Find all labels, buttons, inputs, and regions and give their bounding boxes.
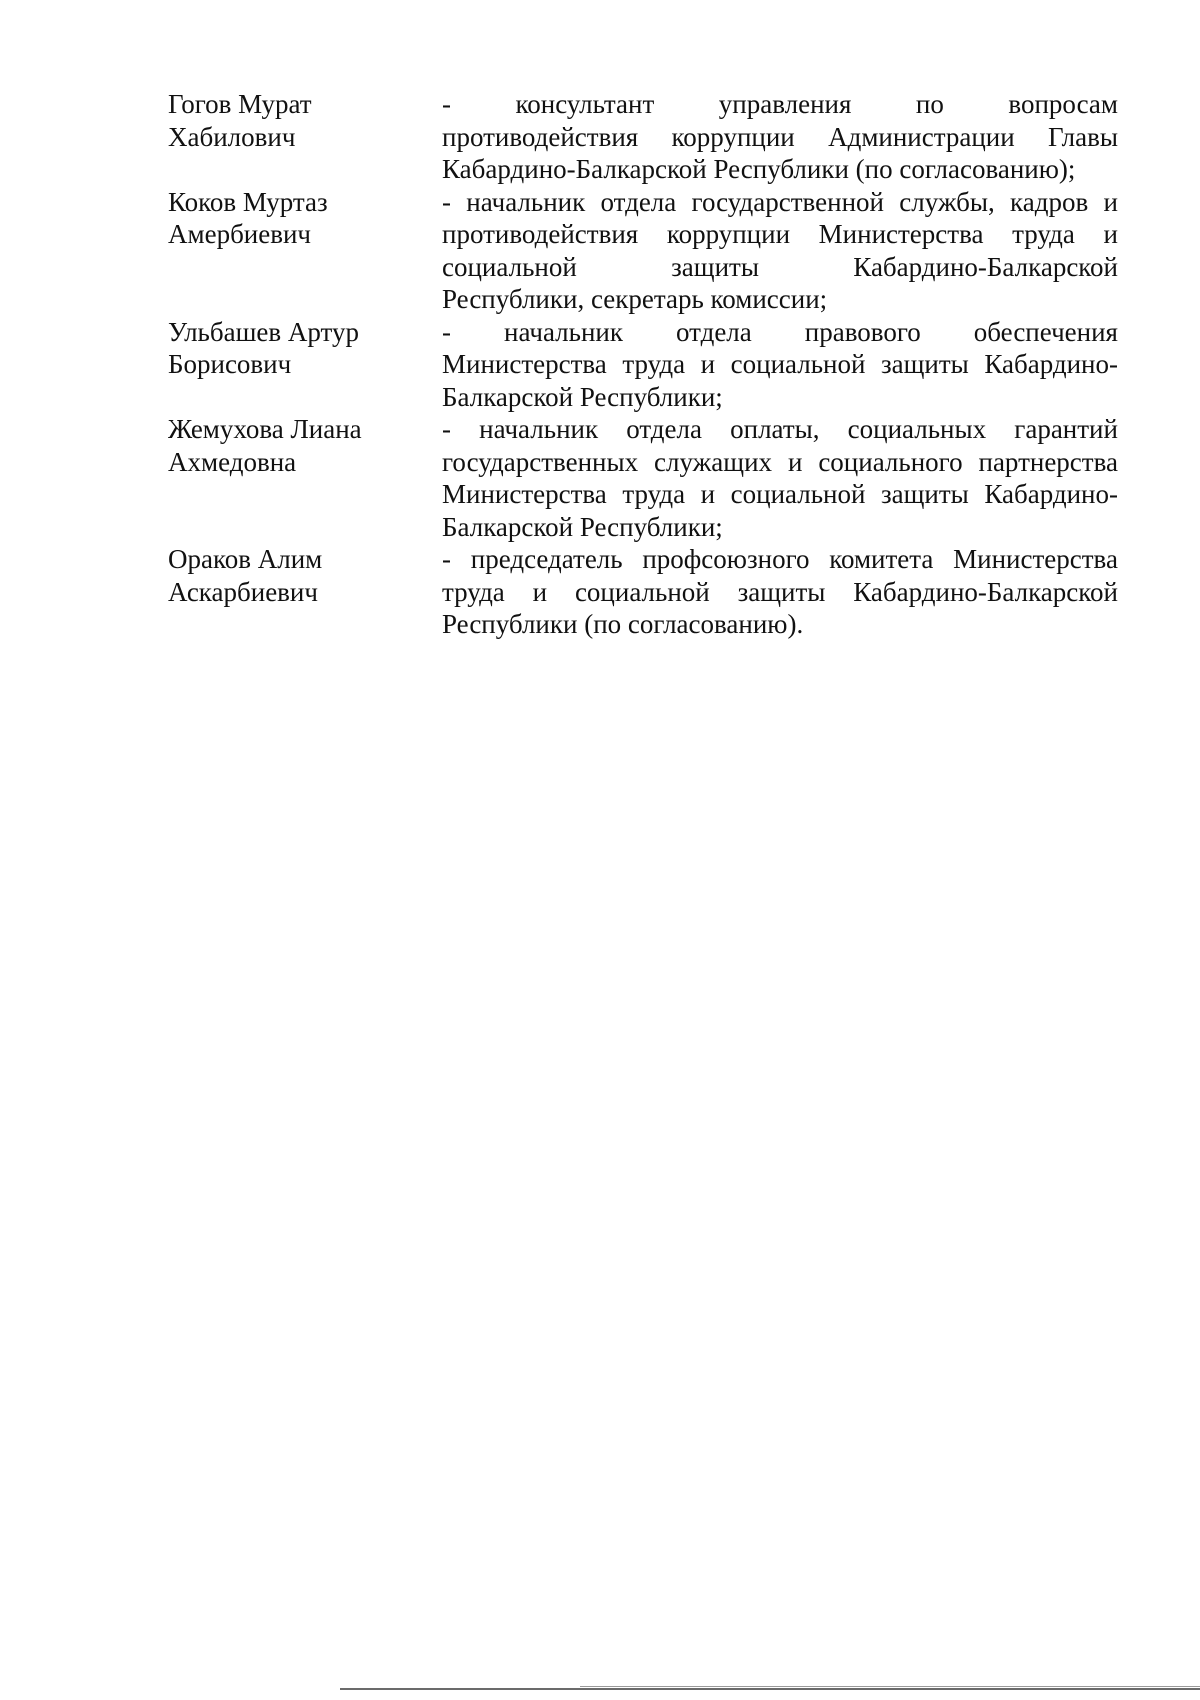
position-line [442,446,1118,479]
member-name-line: Амербиевич [168,219,312,249]
position-word: оплаты, [730,414,820,444]
position-word: противодействия [442,121,639,152]
position-word: социальной [574,576,710,607]
member-name [168,413,442,478]
position-word: коррупции [666,219,791,249]
position-line: Республики, секретарь комиссии; [442,284,828,314]
position-word: и [700,349,716,379]
position-line [442,348,1118,381]
position-line [442,576,1118,609]
position-line [442,413,1118,446]
position-word: труда [622,349,686,379]
position-word: Министерства [442,479,607,509]
position-word: партнерства [978,446,1118,477]
position-word: социальной [730,349,866,379]
position-word: кадров [1010,186,1089,217]
footer-scan-line-faint [580,1686,1200,1687]
position-word: социального [818,446,963,477]
position-word: начальник [466,186,586,217]
member-name-line: Хабилович [168,121,296,152]
member-name-line: Жемухова Лиана [168,414,362,444]
position-word: Кабардино-Балкарской [853,251,1118,282]
position-word: службы, [899,186,995,217]
position-word: коррупции [671,121,795,152]
position-word: - [442,544,451,574]
position-word: консультант [515,89,655,119]
position-word: государственной [691,186,884,217]
footer-scan-line [340,1688,1200,1690]
position-line [442,88,1118,121]
position-word: гарантий [1014,414,1118,444]
member-name-line: Борисович [168,349,292,379]
position-word: труда [622,479,686,509]
position-line: Кабардино-Балкарской Республики (по согласованию); [442,154,1076,184]
position-line: Балкарской Республики; [442,511,723,542]
position-word: начальник [504,316,623,347]
member-name [168,186,442,251]
position-line [442,121,1118,154]
position-word: комитета [829,544,934,574]
position-word: правового [804,316,921,347]
position-line: Республики (по согласованию). [442,609,804,639]
position-word: начальник [479,414,599,444]
commission-members-list [168,88,1118,641]
member-name-line: Ораков Алим [168,544,323,574]
member-row-gogov [168,88,1118,186]
position-word: Министерства [818,219,984,249]
position-word: социальной [442,251,577,282]
position-line [442,478,1118,511]
position-word: Министерства [953,544,1118,574]
position-word: защиты [671,251,759,282]
position-line [442,543,1118,576]
position-word: Министерства [442,349,607,379]
position-word: социальной [730,479,866,509]
position-word: по [915,89,944,119]
position-word: Главы [1048,121,1118,152]
position-word: Кабардино- [984,349,1118,379]
position-word: обеспечения [973,316,1118,347]
position-word: Кабардино-Балкарской [853,576,1118,607]
member-row-orakov [168,543,1118,641]
member-name [168,88,442,153]
member-row-kokov [168,186,1118,316]
position-word: Администрации [828,121,1015,152]
position-line [442,186,1118,219]
member-name-line: Гогов Мурат [168,89,312,119]
position-word: и [1103,219,1118,249]
position-word: Кабардино- [984,479,1118,509]
position-word: профсоюзного [642,544,810,574]
position-word: отдела [600,186,677,217]
member-position [442,543,1118,641]
member-name-line: Ульбашев Артур [168,316,359,347]
member-position [442,316,1118,414]
position-word: государственных [442,446,639,477]
position-word: председатель [470,544,623,574]
position-word: защиты [880,479,969,509]
position-word: и [787,446,803,477]
member-row-zhemukhova [168,413,1118,543]
position-line: Балкарской Республики; [442,381,723,412]
position-word: отдела [676,316,752,347]
position-word: и [1103,186,1118,217]
position-word: защиты [880,349,969,379]
position-word: труда [1012,219,1075,249]
member-name [168,316,442,381]
position-word: отдела [626,414,702,444]
position-line [442,251,1118,284]
position-word: вопросам [1008,89,1118,119]
position-word: труда [442,576,505,607]
member-position [442,88,1118,186]
member-name-line: Коков Муртаз [168,186,328,217]
position-word: социальных [847,414,987,444]
position-word: защиты [737,576,826,607]
member-row-ulbashev [168,316,1118,414]
member-position [442,186,1118,316]
member-name [168,543,442,608]
position-word: - [442,414,451,444]
position-word: - [442,316,451,347]
position-word: - [442,186,451,217]
member-name-line: Ахмедовна [168,446,297,477]
position-word: служащих [654,446,773,477]
position-word: и [532,576,548,607]
position-word: противодействия [442,219,639,249]
position-word: управления [718,89,852,119]
position-line [442,218,1118,251]
position-word: и [700,479,716,509]
member-name-line: Аскарбиевич [168,576,318,607]
member-position [442,413,1118,543]
position-word: - [442,89,451,119]
position-line [442,316,1118,349]
